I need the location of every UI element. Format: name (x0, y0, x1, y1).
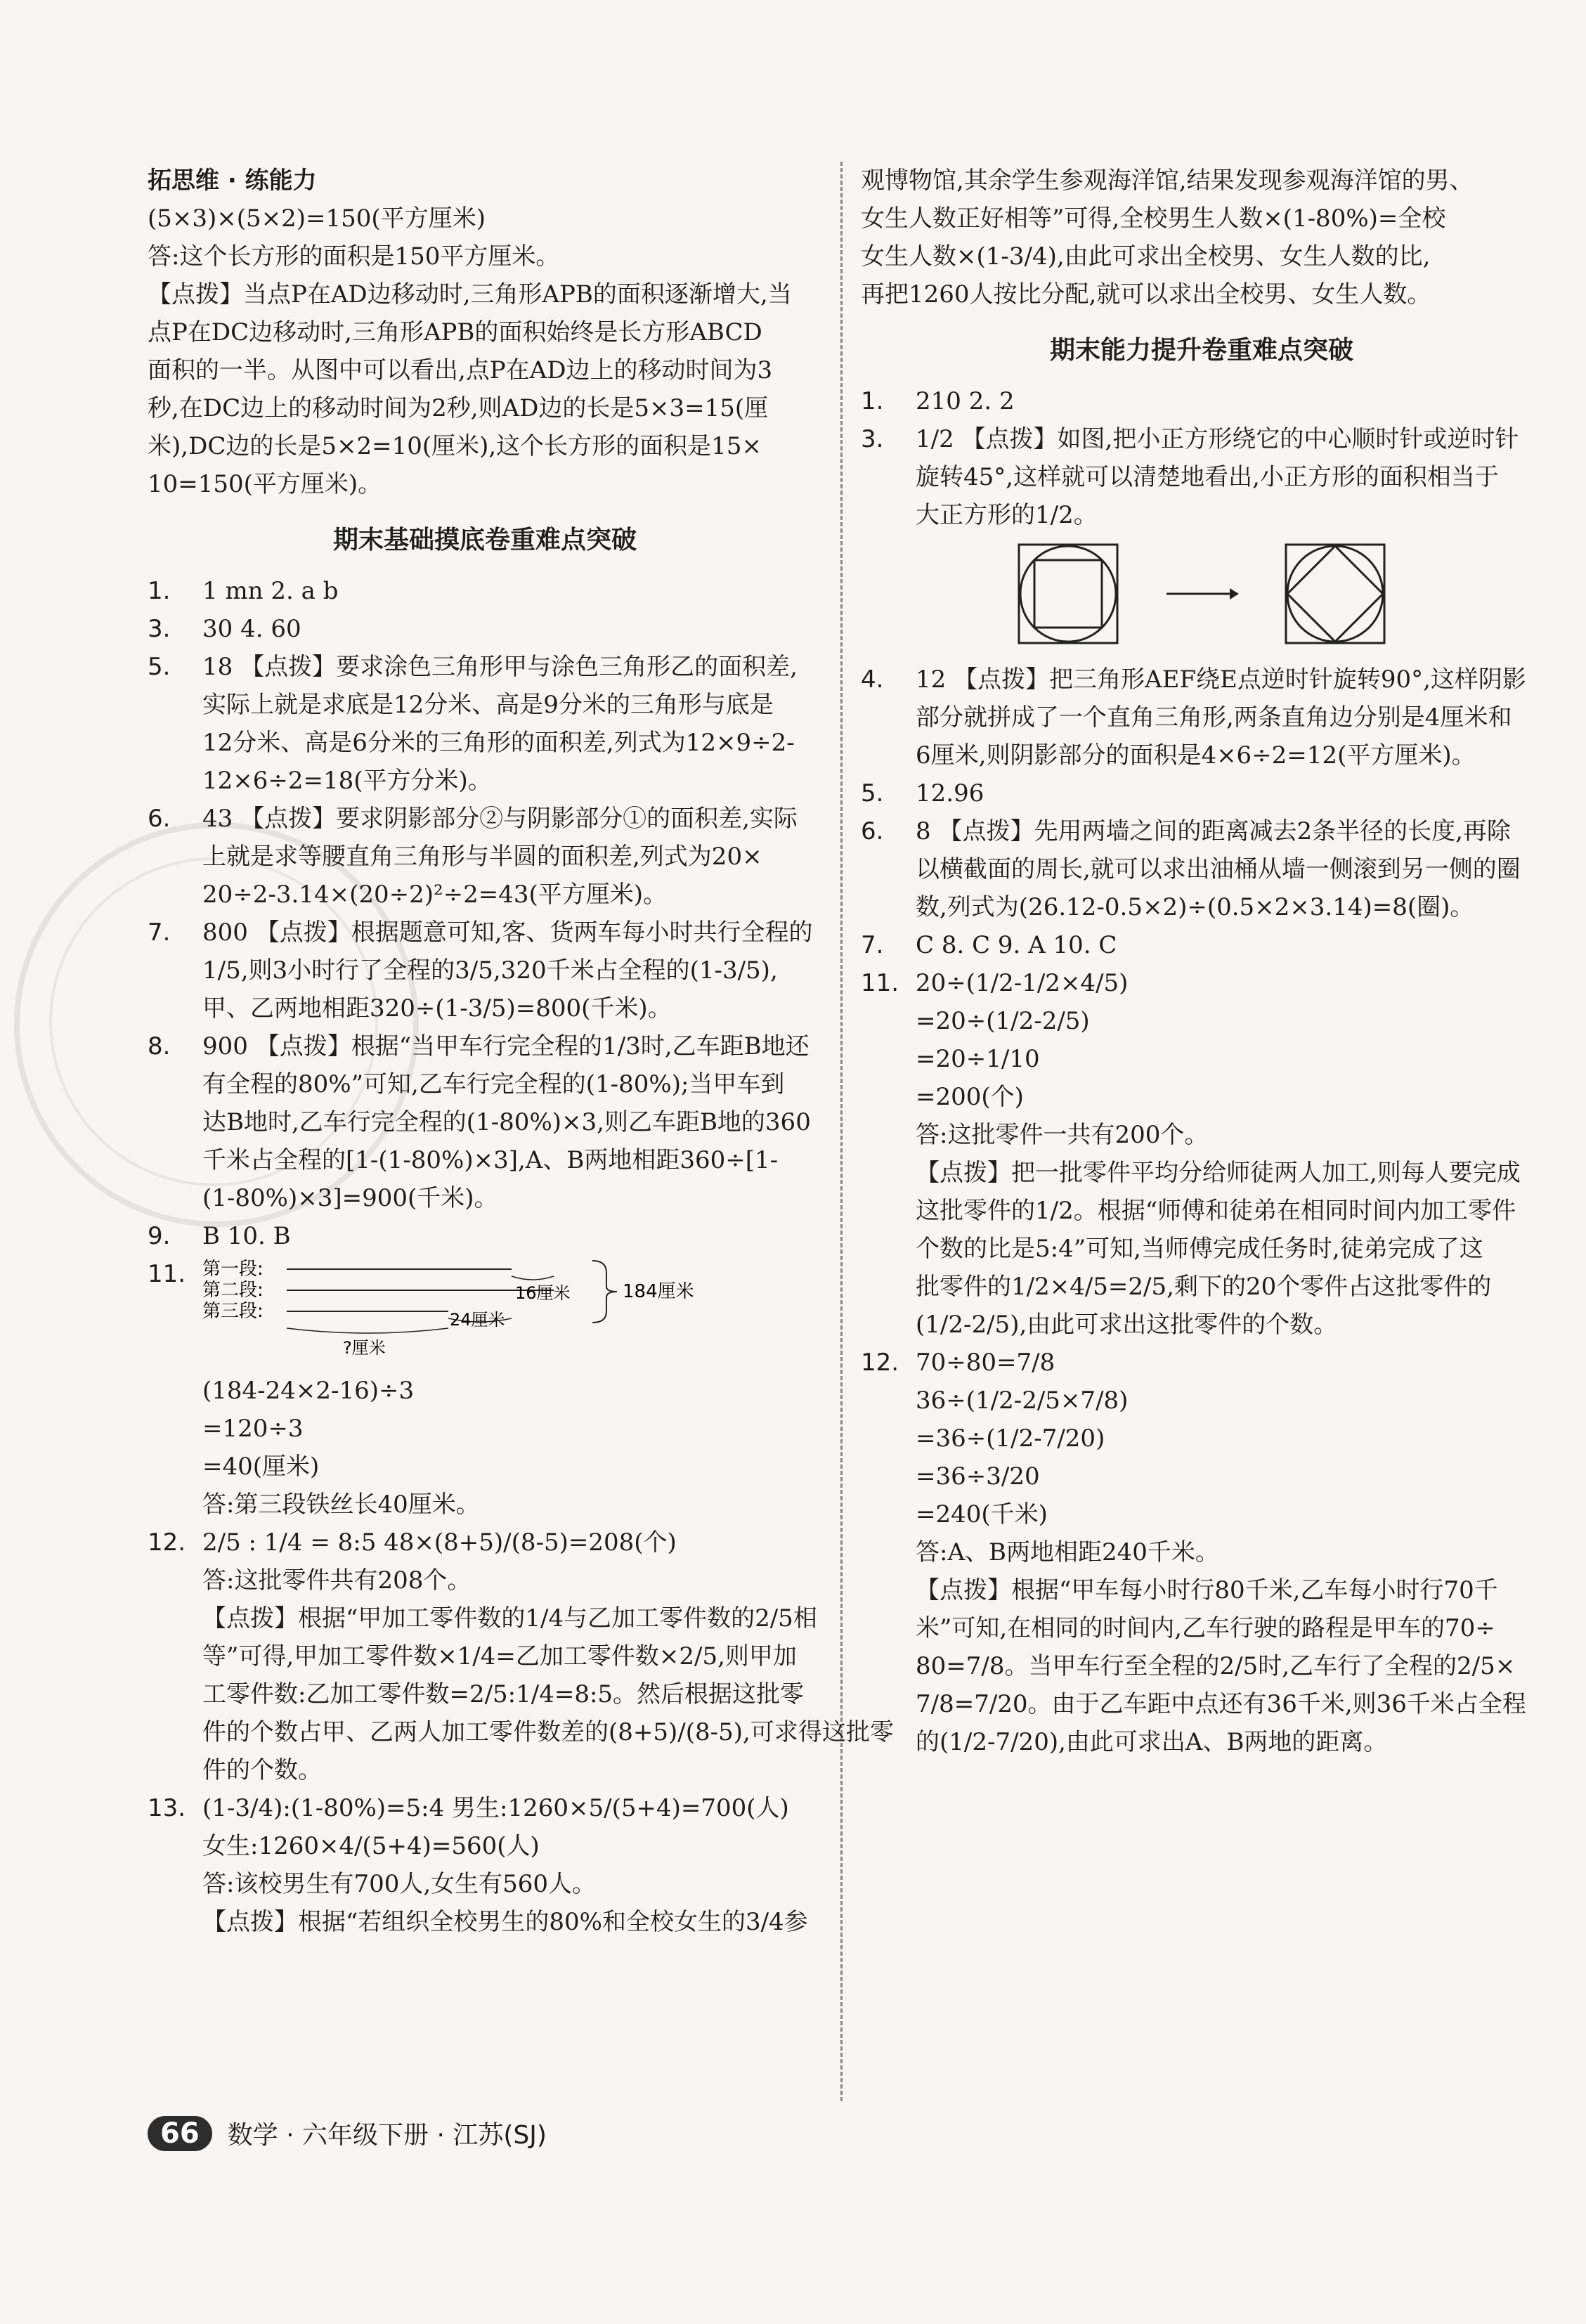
text-line: 8 【点拨】先用两墙之间的距离减去2条半径的长度,再除 (916, 817, 1511, 845)
section-title: 期末基础摸底卷重难点突破 (332, 526, 637, 554)
text-line: =240(千米) (916, 1500, 1048, 1528)
answer-item (861, 382, 1542, 420)
item-number: 1. (861, 387, 884, 415)
text-line: 的(1/2-7/20),由此可求出A、B两地的距离。 (916, 1728, 1388, 1756)
footer-text: 数学 · 六年级下册 · 江苏(SJ) (227, 2121, 547, 2150)
text-line: 70÷80=7/8 (916, 1349, 1055, 1377)
text-line: 18 【点拨】要求涂色三角形甲与涂色三角形乙的面积差, (202, 653, 798, 681)
seg-label-2: 第二段: (202, 1280, 264, 1301)
item-number: 12. (861, 1349, 899, 1377)
text-line: 900 【点拨】根据“当甲车行完全程的1/3时,乙车距B地还 (202, 1032, 810, 1060)
text-line: 1/5,则3小时行了全程的3/5,320千米占全程的(1-3/5), (202, 956, 778, 985)
text-line: =36÷3/20 (916, 1462, 1040, 1491)
text-line: B 10. B (202, 1222, 291, 1250)
answer-item (148, 1789, 822, 1941)
text-line: 7/8=7/20。由于乙车距中点还有36千米,则36千米占全程 (916, 1690, 1526, 1718)
text-line: 以横截面的周长,就可以求出油桶从墙一侧滚到另一侧的圈 (916, 855, 1521, 883)
text-line: 答:第三段铁丝长40厘米。 (202, 1491, 480, 1519)
item-number: 11. (861, 969, 899, 997)
text-line: 大正方形的1/2。 (916, 501, 1098, 529)
text-line: 答:该校男生有700人,女生有560人。 (202, 1870, 597, 1898)
text-line: 千米占全程的[1-(1-80%)×3],A、B两地相距360÷[1- (202, 1146, 779, 1174)
answer-item (861, 812, 1542, 926)
page-number-badge: 66 (148, 2116, 212, 2151)
item-number: 5. (148, 653, 171, 681)
text-line: 实际上就是求底是12分米、高是9分米的三角形与底是 (202, 691, 774, 719)
text-line: 数,列式为(26.12-0.5×2)÷(0.5×2×3.14)=8(圈)。 (916, 893, 1474, 921)
text-line: 点P在DC边移动时,三角形APB的面积始终是长方形ABCD (148, 318, 762, 346)
section-title: 期末能力提升卷重难点突破 (1049, 336, 1353, 365)
item-number: 7. (861, 931, 884, 959)
brace-q (287, 1328, 448, 1333)
text-line: 批零件的1/2×4/5=2/5,剩下的20个零件占这批零件的 (916, 1273, 1492, 1301)
item-number: 9. (148, 1222, 171, 1250)
answer-item (861, 926, 1542, 964)
text-line: 米),DC边的长是5×2=10(厘米),这个长方形的面积是15× (148, 432, 762, 460)
text-line: 12分米、高是6分米的三角形的面积差,列式为12×9÷2- (202, 729, 795, 757)
text-line: 800 【点拨】根据题意可知,客、货两车每小时共行全程的 (202, 918, 813, 947)
text-line: 答:这批零件共有208个。 (202, 1566, 472, 1595)
left-column (148, 162, 894, 1941)
text-line: 旋转45°,这样就可以清楚地看出,小正方形的面积相当于 (916, 463, 1499, 491)
continued-text (861, 162, 1542, 313)
text-line: 【点拨】当点P在AD边移动时,三角形APB的面积逐渐增大,当 (148, 280, 792, 309)
text-line: 1 mn 2. a b (202, 577, 339, 605)
text-line: =20÷1/10 (916, 1045, 1040, 1073)
text-line: 12.96 (916, 779, 984, 807)
seg-label-3: 第三段: (202, 1301, 264, 1322)
text-line: 工零件数:乙加工零件数=2/5:1/4=8:5。然后根据这批零 (202, 1680, 805, 1708)
text-line: 部分就拼成了一个直角三角形,两条直角边分别是4厘米和 (916, 703, 1512, 732)
item-number: 12. (148, 1528, 186, 1557)
item-number: 7. (148, 918, 171, 947)
text-line: 女生人数×(1-3/4),由此可求出全校男、女生人数的比, (861, 242, 1431, 271)
answer-item (148, 610, 822, 648)
text-line: =200(个) (916, 1083, 1024, 1111)
text-line: 【点拨】根据“甲加工零件数的1/4与乙加工零件数的2/5相 (202, 1604, 817, 1632)
text-line: 12 【点拨】把三角形AEF绕E点逆时针旋转90°,这样阴影 (916, 666, 1526, 694)
text-line: 20÷2-3.14×(20÷2)²÷2=43(平方厘米)。 (202, 881, 668, 909)
text-line: 6厘米,则阴影部分的面积是4×6÷2=12(平方厘米)。 (916, 741, 1476, 770)
answer-item (148, 648, 822, 800)
answer-item (148, 1027, 822, 1217)
answer-item (148, 1217, 822, 1255)
brace-16 (512, 1276, 554, 1280)
text-line: (5×3)×(5×2)=150(平方厘米) (148, 205, 486, 233)
answer-item (148, 800, 822, 914)
page-footer (148, 2115, 547, 2151)
item-number: 13. (148, 1794, 186, 1822)
brace-total (592, 1261, 617, 1323)
text-line: 上就是求等腰直角三角形与半圆的面积差,列式为20× (202, 843, 762, 871)
section-1-text (148, 200, 822, 503)
text-line: 【点拨】根据“甲车每小时行80千米,乙车每小时行70千 (916, 1576, 1498, 1604)
text-line: (1-80%)×3]=900(千米)。 (202, 1184, 498, 1212)
text-line: 米”可知,在相同的时间内,乙车行驶的路程是甲车的70÷ (916, 1614, 1495, 1642)
section-label: 拓思维 · 练能力 (148, 167, 317, 195)
square-after-icon (1282, 541, 1388, 647)
text-line: =120÷3 (202, 1415, 304, 1443)
column-divider (840, 162, 843, 2101)
text-line: 210 2. 2 (916, 387, 1015, 415)
text-line: =40(厘米) (202, 1453, 320, 1481)
text-line: 甲、乙两地相距320÷(1-3/5)=800(千米)。 (202, 994, 672, 1023)
text-line: =20÷(1/2-2/5) (916, 1007, 1090, 1035)
text-line: 秒,在DC边上的移动时间为2秒,则AD边的长是5×3=15(厘 (148, 394, 769, 422)
text-line: 36÷(1/2-2/5×7/8) (916, 1387, 1129, 1415)
text-line: 20÷(1/2-1/2×4/5) (916, 969, 1129, 997)
text-line: 12×6÷2=18(平方分米)。 (202, 767, 492, 795)
text-line: (1/2-2/5),由此可求出这批零件的个数。 (916, 1311, 1338, 1339)
answer-item (148, 914, 822, 1027)
text-line: 答:这个长方形的面积是150平方厘米。 (148, 242, 560, 271)
text-line: 答:A、B两地相距240千米。 (916, 1538, 1219, 1566)
item-number: 8. (148, 1032, 171, 1060)
text-line: 这批零件的1/2。根据“师傅和徒弟在相同时间内加工零件 (916, 1197, 1516, 1225)
answer-item (148, 1524, 894, 1789)
answer-item (861, 1344, 1542, 1761)
seg-label-1: 第一段: (202, 1259, 264, 1280)
text-line: 女生:1260×4/(5+4)=560(人) (202, 1832, 540, 1860)
item-number: 3. (861, 425, 884, 453)
ann-24: 24厘米 (450, 1310, 505, 1330)
item-number: 1. (148, 577, 171, 605)
answer-item (148, 1255, 822, 1524)
item-number: 11. (148, 1260, 186, 1288)
text-line: 观博物馆,其余学生参观海洋馆,结果发现参观海洋馆的男、 (861, 167, 1474, 195)
text-line: 80=7/8。当甲车行至全程的2/5时,乙车行了全程的2/5× (916, 1652, 1516, 1680)
segment-diagram (202, 1255, 694, 1361)
square-before-icon (1015, 541, 1121, 647)
square-rotation-figure (861, 541, 1542, 647)
text-line: C 8. C 9. A 10. C (916, 931, 1117, 959)
text-line: 有全程的80%”可知,乙车行完全程的(1-80%);当甲车到 (202, 1070, 785, 1098)
answer-item (861, 420, 1542, 534)
text-line: 达B地时,乙车行完全程的(1-80%)×3,则乙车距B地的360 (202, 1108, 811, 1136)
item-number: 5. (861, 779, 884, 807)
answer-item (861, 964, 1542, 1344)
ann-16: 16厘米 (515, 1283, 571, 1303)
text-line: 10=150(平方厘米)。 (148, 470, 382, 498)
item-number: 3. (148, 615, 171, 643)
right-column (861, 162, 1542, 1761)
answer-item (148, 572, 822, 610)
answer-item (861, 661, 1542, 774)
item-number: 6. (148, 805, 171, 833)
text-line: 【点拨】根据“若组织全校男生的80%和全校女生的3/4参 (202, 1908, 808, 1936)
item-number: 6. (861, 817, 884, 845)
text-line: (184-24×2-16)÷3 (202, 1377, 415, 1405)
text-line: 面积的一半。从图中可以看出,点P在AD边上的移动时间为3 (148, 356, 773, 384)
text-line: 【点拨】把一批零件平均分给师徒两人加工,则每人要完成 (916, 1159, 1521, 1187)
text-line: 件的个数。 (202, 1756, 322, 1784)
text-line: =36÷(1/2-7/20) (916, 1424, 1105, 1453)
text-line: 1/2 【点拨】如图,把小正方形绕它的中心顺时针或逆时针 (916, 425, 1519, 453)
answer-item (861, 774, 1542, 812)
text-line: (1-3/4):(1-80%)=5:4 男生:1260×5/(5+4)=700(人) (202, 1794, 789, 1822)
item-number: 4. (861, 666, 884, 694)
text-line: 答:这批零件一共有200个。 (916, 1121, 1209, 1149)
ann-q: ?厘米 (343, 1338, 386, 1358)
text-line: 30 4. 60 (202, 615, 301, 643)
text-line: 2/5 : 1/4 = 8:5 48×(8+5)/(8-5)=208(个) (202, 1528, 677, 1557)
text-line: 个数的比是5:4”可知,当师傅完成任务时,徒弟完成了这 (916, 1235, 1483, 1263)
text-line: 等”可得,甲加工零件数×1/4=乙加工零件数×2/5,则甲加 (202, 1642, 797, 1670)
text-line: 43 【点拨】要求阴影部分②与阴影部分①的面积差,实际 (202, 805, 798, 833)
arrow-right-icon (1163, 583, 1240, 604)
ann-total: 184厘米 (623, 1281, 694, 1302)
text-line: 再把1260人按比分配,就可以求出全校男、女生人数。 (861, 280, 1431, 309)
text-line: 女生人数正好相等”可得,全校男生人数×(1-80%)=全校 (861, 205, 1446, 233)
text-line: 件的个数占甲、乙两人加工零件数差的(8+5)/(8-5),可求得这批零 (202, 1718, 894, 1746)
